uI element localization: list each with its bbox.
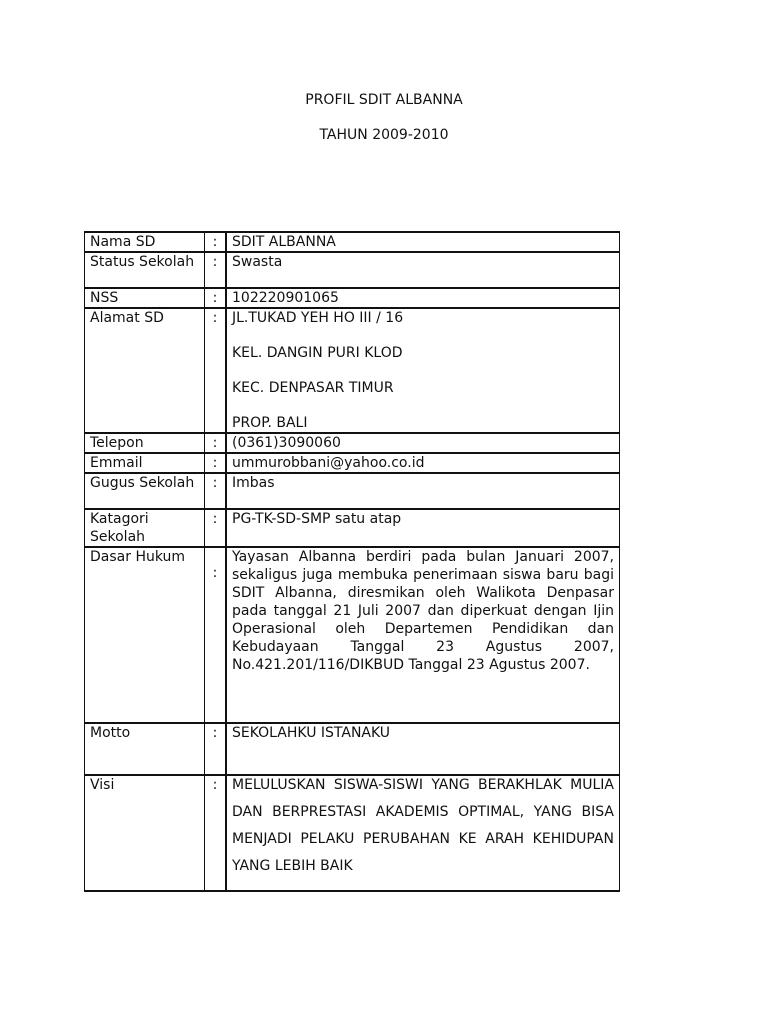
label-alamat-sd: Alamat SD bbox=[85, 309, 205, 434]
row-status-sekolah bbox=[85, 253, 620, 289]
separator-colon: : bbox=[205, 253, 227, 289]
value-dasar-hukum bbox=[227, 548, 620, 724]
address-kelurahan: KEL. DANGIN PURI KLOD bbox=[232, 345, 403, 361]
row-dasar-hukum bbox=[85, 548, 620, 724]
row-visi bbox=[85, 776, 620, 892]
value-alamat-sd bbox=[227, 309, 620, 434]
separator-colon: : bbox=[205, 776, 227, 892]
separator-colon: : bbox=[205, 724, 227, 776]
label-katagori-sekolah: Katagori Sekolah bbox=[85, 510, 205, 548]
value-motto: SEKOLAHKU ISTANAKU bbox=[227, 724, 620, 776]
row-telepon bbox=[85, 434, 620, 454]
document-year: TAHUN 2009-2010 bbox=[319, 127, 449, 143]
value-nss: 102220901065 bbox=[227, 289, 620, 309]
separator-colon: : bbox=[205, 548, 227, 724]
value-katagori-sekolah: PG-TK-SD-SMP satu atap bbox=[227, 510, 620, 548]
row-nss bbox=[85, 289, 620, 309]
label-telepon: Telepon bbox=[85, 434, 205, 454]
value-gugus-sekolah: Imbas bbox=[227, 474, 620, 510]
row-katagori-sekolah bbox=[85, 510, 620, 548]
dasar-hukum-text: Yayasan Albanna berdiri pada bulan Januari 2007, sekaligus juga membuka penerimaan siswa baru bagi SDIT Albanna, diresmikan oleh Walikota Denpasar pada tanggal 21 Juli 2007 dan diperkuat dengan Ijin Operasional oleh Departemen Pendidikan dan Kebudayaan Tanggal 23 Agustus 2007, No.421.201/116/DIKBUD Tanggal 23 Agustus 2007. bbox=[232, 549, 614, 673]
label-status-sekolah: Status Sekolah bbox=[85, 253, 205, 289]
value-email: ummurobbani@yahoo.co.id bbox=[227, 454, 620, 474]
separator-colon: : bbox=[205, 474, 227, 510]
address-kecamatan: KEC. DENPASAR TIMUR bbox=[232, 380, 394, 396]
separator-colon: : bbox=[205, 233, 227, 253]
separator-colon: : bbox=[205, 289, 227, 309]
value-telepon: (0361)3090060 bbox=[227, 434, 620, 454]
separator-colon: : bbox=[205, 434, 227, 454]
visi-text: MELULUSKAN SISWA-SISWI YANG BERAKHLAK MULIA DAN BERPRESTASI AKADEMIS OPTIMAL, YANG BISA MENJADI PELAKU PERUBAHAN KE ARAH KEHIDUPAN YANG LEBIH BAIK bbox=[232, 777, 614, 874]
profile-table bbox=[84, 231, 620, 892]
label-email: Emmail bbox=[85, 454, 205, 474]
value-status-sekolah: Swasta bbox=[227, 253, 620, 289]
row-nama-sd bbox=[85, 233, 620, 253]
value-nama-sd: SDIT ALBANNA bbox=[227, 233, 620, 253]
separator-colon: : bbox=[205, 309, 227, 434]
address-street: JL.TUKAD YEH HO III / 16 bbox=[232, 310, 404, 326]
row-email bbox=[85, 454, 620, 474]
separator-colon: : bbox=[205, 510, 227, 548]
row-motto bbox=[85, 724, 620, 776]
label-visi: Visi bbox=[85, 776, 205, 892]
label-dasar-hukum: Dasar Hukum bbox=[85, 548, 205, 724]
label-motto: Motto bbox=[85, 724, 205, 776]
address-province: PROP. BALI bbox=[232, 415, 308, 431]
label-gugus-sekolah: Gugus Sekolah bbox=[85, 474, 205, 510]
row-gugus-sekolah bbox=[85, 474, 620, 510]
label-nss: NSS bbox=[85, 289, 205, 309]
separator-colon: : bbox=[205, 454, 227, 474]
document-title: PROFIL SDIT ALBANNA bbox=[305, 92, 463, 108]
row-alamat-sd bbox=[85, 309, 620, 434]
label-nama-sd: Nama SD bbox=[85, 233, 205, 253]
value-visi bbox=[227, 776, 620, 892]
